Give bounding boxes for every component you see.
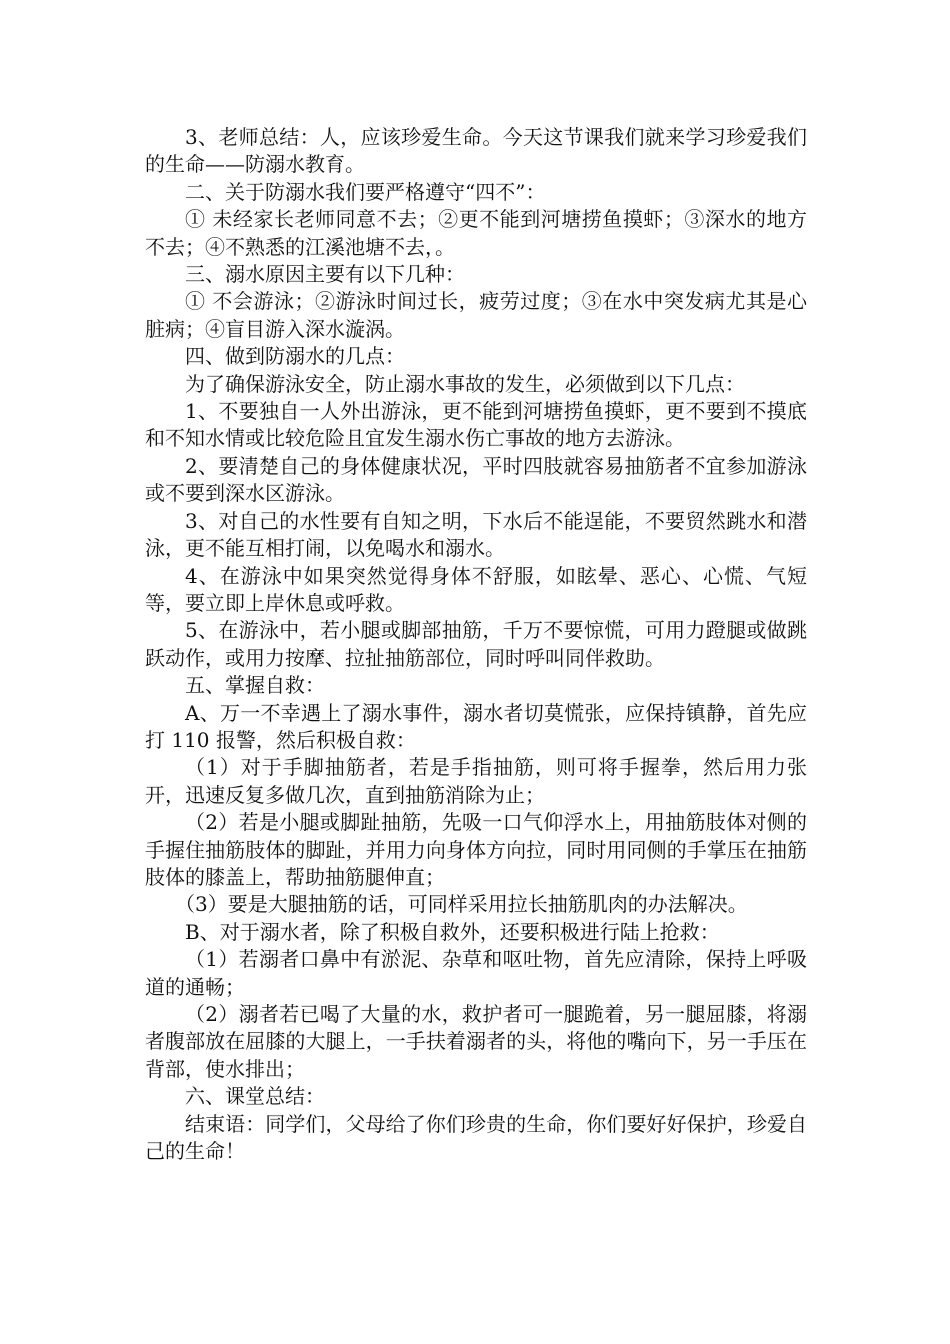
list-item-self-rescue-3: （3）要是大腿抽筋的话，可同样采用拉长抽筋肌肉的办法解决。 xyxy=(175,892,748,917)
list-item-prevention-4: 4、在游泳中如果突然觉得身体不舒服，如眩晕、恶心、心慌、气短等，要立即上岸休息或呼救。 xyxy=(145,563,807,615)
paragraph-four-nots: ① 未经家长老师同意不去；②更不能到河塘捞鱼摸虾；③深水的地方不去；④不熟悉的江溪池塘不去，。 xyxy=(145,207,807,259)
list-item-self-rescue-2: （2）若是小腿或脚趾抽筋，先吸一口气仰浮水上，用抽筋肢体对侧的手握住抽筋肢体的脚趾，并用力向身体方向拉，同时用同侧的手掌压在抽筋肢体的膝盖上，帮助抽筋腿伸直； xyxy=(145,810,807,889)
list-item-rescue-2: （2）溺者若已喝了大量的水，救护者可一腿跪着，另一腿屈膝，将溺者腹部放在屈膝的大腿上，一手扶着溺者的头，将他的嘴向下，另一手压在背部，使水排出； xyxy=(145,1002,807,1081)
heading-drowning-causes: 三、溺水原因主要有以下几种： xyxy=(185,262,465,287)
paragraph-rescue-b: B、对于溺水者，除了积极自救外，还要积极进行陆上抢救： xyxy=(185,919,720,944)
paragraph-self-rescue-a: A、万一不幸遇上了溺水事件，溺水者切莫慌张，应保持镇静，首先应打 110 报警，然后积极自救： xyxy=(145,700,807,752)
paragraph-teacher-summary: 3、老师总结：人，应该珍爱生命。今天这节课我们就来学习珍爱我们的生命——防溺水教育。 xyxy=(145,125,807,177)
heading-self-rescue: 五、掌握自救： xyxy=(185,673,325,698)
list-item-self-rescue-1: （1）对于手脚抽筋者，若是手指抽筋，则可将手握拳，然后用力张开，迅速反复多做几次，直到抽筋消除为止； xyxy=(145,755,807,807)
paragraph-closing-remarks: 结束语：同学们，父母给了你们珍贵的生命，你们要好好保护，珍爱自己的生命！ xyxy=(145,1111,807,1164)
heading-class-summary: 六、课堂总结： xyxy=(185,1084,325,1109)
paragraph-drowning-causes: ① 不会游泳；②游泳时间过长，疲劳过度；③在水中突发病尤其是心脏病；④盲目游入深水漩涡。 xyxy=(145,289,807,341)
list-item-rescue-1: （1）若溺者口鼻中有淤泥、杂草和呕吐物，首先应清除，保持上呼吸道的通畅； xyxy=(145,947,807,999)
heading-four-nots: 二、关于防溺水我们要严格遵守“四不”： xyxy=(185,179,546,204)
list-item-prevention-1: 1、不要独自一人外出游泳，更不能到河塘捞鱼摸虾，更不要到不摸底和不知水情或比较危险且宜发生溺水伤亡事故的地方去游泳。 xyxy=(145,399,807,451)
list-item-prevention-3: 3、对自己的水性要有自知之明，下水后不能逞能，不要贸然跳水和潜泳，更不能互相打闹，以免喝水和溺水。 xyxy=(145,508,807,561)
paragraph-prevention-intro: 为了确保游泳安全，防止溺水事故的发生，必须做到以下几点： xyxy=(185,371,745,396)
heading-prevention-points: 四、做到防溺水的几点： xyxy=(185,344,405,369)
list-item-prevention-5: 5、在游泳中，若小腿或脚部抽筋，千万不要惊慌，可用力蹬腿或做跳跃动作，或用力按摩、拉扯抽筋部位，同时呼叫同伴救助。 xyxy=(145,618,807,670)
list-item-prevention-2: 2、要清楚自己的身体健康状况，平时四肢就容易抽筋者不宜参加游泳或不要到深水区游泳。 xyxy=(145,453,807,506)
document-body xyxy=(145,124,807,1165)
